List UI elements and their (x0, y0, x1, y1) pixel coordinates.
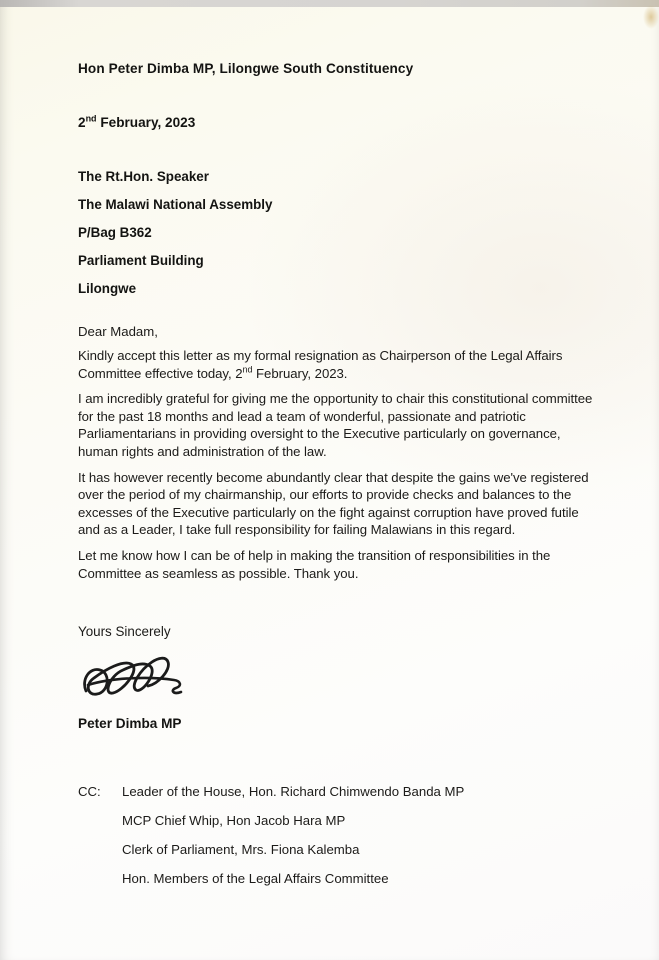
signature-scribble (78, 641, 601, 713)
closing-valediction: Yours Sincerely (78, 624, 171, 640)
paragraph-text: Kindly accept this letter as my formal resignation as Chairperson of the Legal Affairs Committee effective today, 2 (78, 348, 563, 381)
date-ordinal-suffix: nd (85, 113, 97, 124)
paragraph-text: February, 2023. (252, 365, 348, 381)
salutation: Dear Madam, (78, 324, 158, 339)
address-line: The Malawi National Assembly (78, 197, 273, 212)
recipient-address (78, 163, 601, 303)
paragraph-transition: Let me know how I can be of help in making the transition of responsibilities in the Committee as seamless as possible. Thank you. (78, 547, 551, 581)
scan-stain-artifact (643, 5, 659, 29)
paragraph-gratitude: I am incredibly grateful for giving me the opportunity to chair this constitutional committee for the past 18 months and lead a team of wonderful, passionate and patriotic Parliamentarians in providing oversight to the Executive particularly on governance, human rights and administration of the law. (78, 391, 593, 459)
date-day: 2 (78, 115, 86, 130)
signature-image (78, 641, 190, 711)
cc-block (78, 777, 601, 893)
date-rest: February, 2023 (96, 115, 196, 130)
cc-entries (122, 777, 464, 893)
signatory-name: Peter Dimba MP (78, 716, 182, 732)
sender-line: Hon Peter Dimba MP, Lilongwe South Constituency (78, 61, 414, 76)
address-line: P/Bag B362 (78, 225, 152, 240)
paragraph-reason: It has however recently become abundantly clear that despite the gains we've registered over the period of my chairmanship, our efforts to provide checks and balances to the excesses of the Executive particularly on the fight against corruption have proved futile and as a Leader, I take full responsibility for failing Malawians in this regard. (78, 469, 589, 538)
date-line (78, 114, 601, 131)
cc-label: CC: (78, 784, 101, 800)
cc-entry: Hon. Members of the Legal Affairs Committee (122, 871, 389, 887)
address-line: Lilongwe (78, 281, 137, 296)
date-ordinal-suffix: nd (242, 364, 253, 375)
cc-entry: MCP Chief Whip, Hon Jacob Hara MP (122, 813, 346, 829)
cc-entry: Clerk of Parliament, Mrs. Fiona Kalemba (122, 842, 360, 858)
cc-entry: Leader of the House, Hon. Richard Chimwendo Banda MP (122, 784, 465, 800)
letter-content (78, 0, 601, 893)
address-line: The Rt.Hon. Speaker (78, 169, 209, 184)
address-line: Parliament Building (78, 253, 204, 268)
paragraph-resignation (78, 347, 601, 382)
